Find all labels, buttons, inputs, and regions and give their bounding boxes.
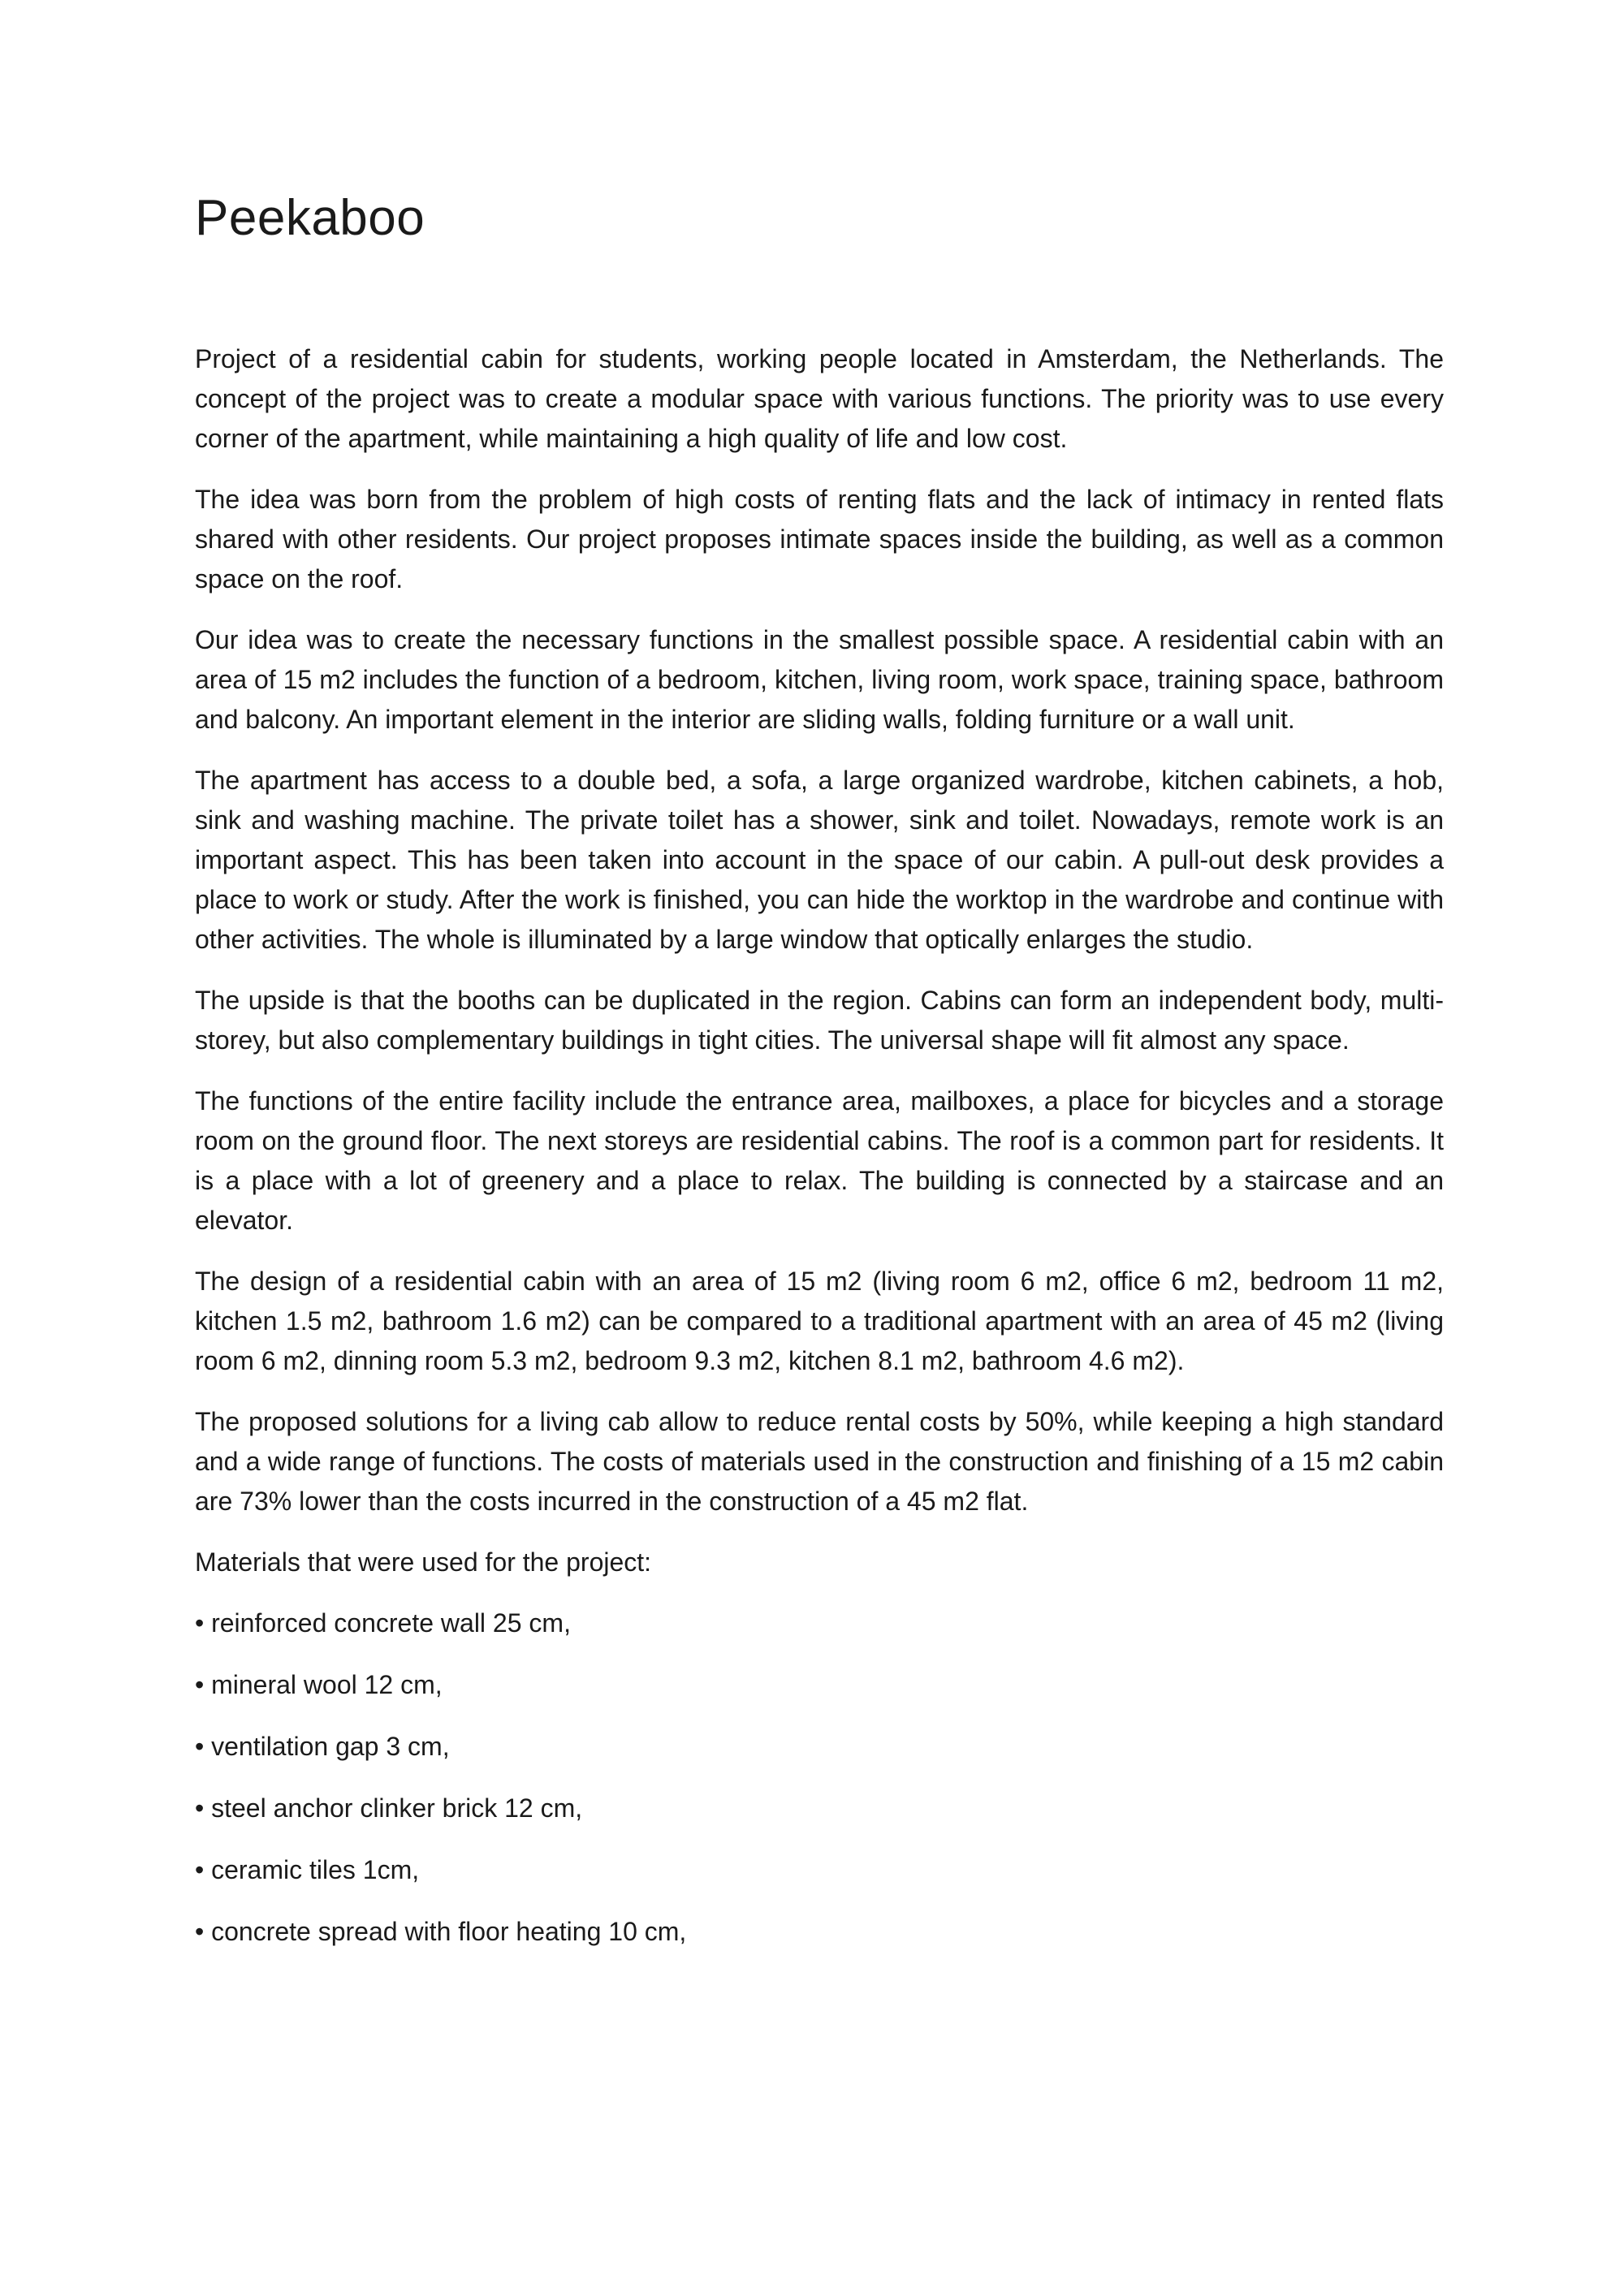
paragraph-area-comparison: The design of a residential cabin with an area of 15 m2 (living room 6 m2, office 6 m2, bedroom 11 m2, kitchen 1.5 m2, bathroom 1.6 m2) can be compared to a traditional apartment with an area of 45 m2 (living room 6 m2, dinning room 5.3 m2, bedroom 9.3 m2, kitchen 8.1 m2, bathroom 4.6 m2). [195,1267,1444,1376]
list-item: • ventilation gap 3 cm, [195,1732,450,1762]
paragraph-duplication: The upside is that the booths can be duplicated in the region. Cabins can form an independent body, multi-storey, but also complementary buildings in tight cities. The universal shape will fit almost any space. [195,986,1444,1055]
paragraph-facility-functions: The functions of the entire facility include the entrance area, mailboxes, a place for bicycles and a storage room on the ground floor. The next storeys are residential cabins. The roof is a common part for residents. It is a place with a lot of greenery and a place to relax. The building is connected by a staircase and an elevator. [195,1086,1444,1236]
list-item: • reinforced concrete wall 25 cm, [195,1608,571,1638]
list-item: • concrete spread with floor heating 10 cm, [195,1917,687,1947]
list-item: • ceramic tiles 1cm, [195,1855,420,1885]
materials-list [195,1603,1444,1952]
paragraph-materials-heading: Materials that were used for the project: [195,1547,652,1577]
document-title: Peekaboo [195,190,425,246]
paragraph-idea-origin: The idea was born from the problem of high costs of renting flats and the lack of intimacy in rented flats shared with other residents. Our project proposes intimate spaces inside the building, as well as a common space on the roof. [195,485,1444,594]
paragraph-functions: Our idea was to create the necessary functions in the smallest possible space. A residential cabin with an area of 15 m2 includes the function of a bedroom, kitchen, living room, work space, training space, bathroom and balcony. An important element in the interior are sliding walls, folding furniture or a wall unit. [195,625,1444,735]
paragraph-project-intro: Project of a residential cabin for students, working people located in Amsterdam, the Netherlands. The concept of the project was to create a modular space with various functions. The priority was to use every corner of the apartment, while maintaining a high quality of life and low cost. [195,344,1444,454]
paragraph-cost-reduction: The proposed solutions for a living cab allow to reduce rental costs by 50%, while keeping a high standard and a wide range of functions. The costs of materials used in the construction and finishing of a 15 m2 cabin are 73% lower than the costs incurred in the construction of a 45 m2 flat. [195,1407,1444,1517]
list-item: • mineral wool 12 cm, [195,1670,443,1700]
document-content [195,188,1444,1974]
list-item: • steel anchor clinker brick 12 cm, [195,1793,583,1823]
paragraph-apartment-equipment: The apartment has access to a double bed, a sofa, a large organized wardrobe, kitchen cabinets, a hob, sink and washing machine. The private toilet has a shower, sink and toilet. Nowadays, remote work is an important aspect. This has been taken into account in the space of our cabin. A pull-out desk provides a place to work or study. After the work is finished, you can hide the worktop in the wardrobe and continue with other activities. The whole is illuminated by a large window that optically enlarges the studio. [195,766,1444,955]
